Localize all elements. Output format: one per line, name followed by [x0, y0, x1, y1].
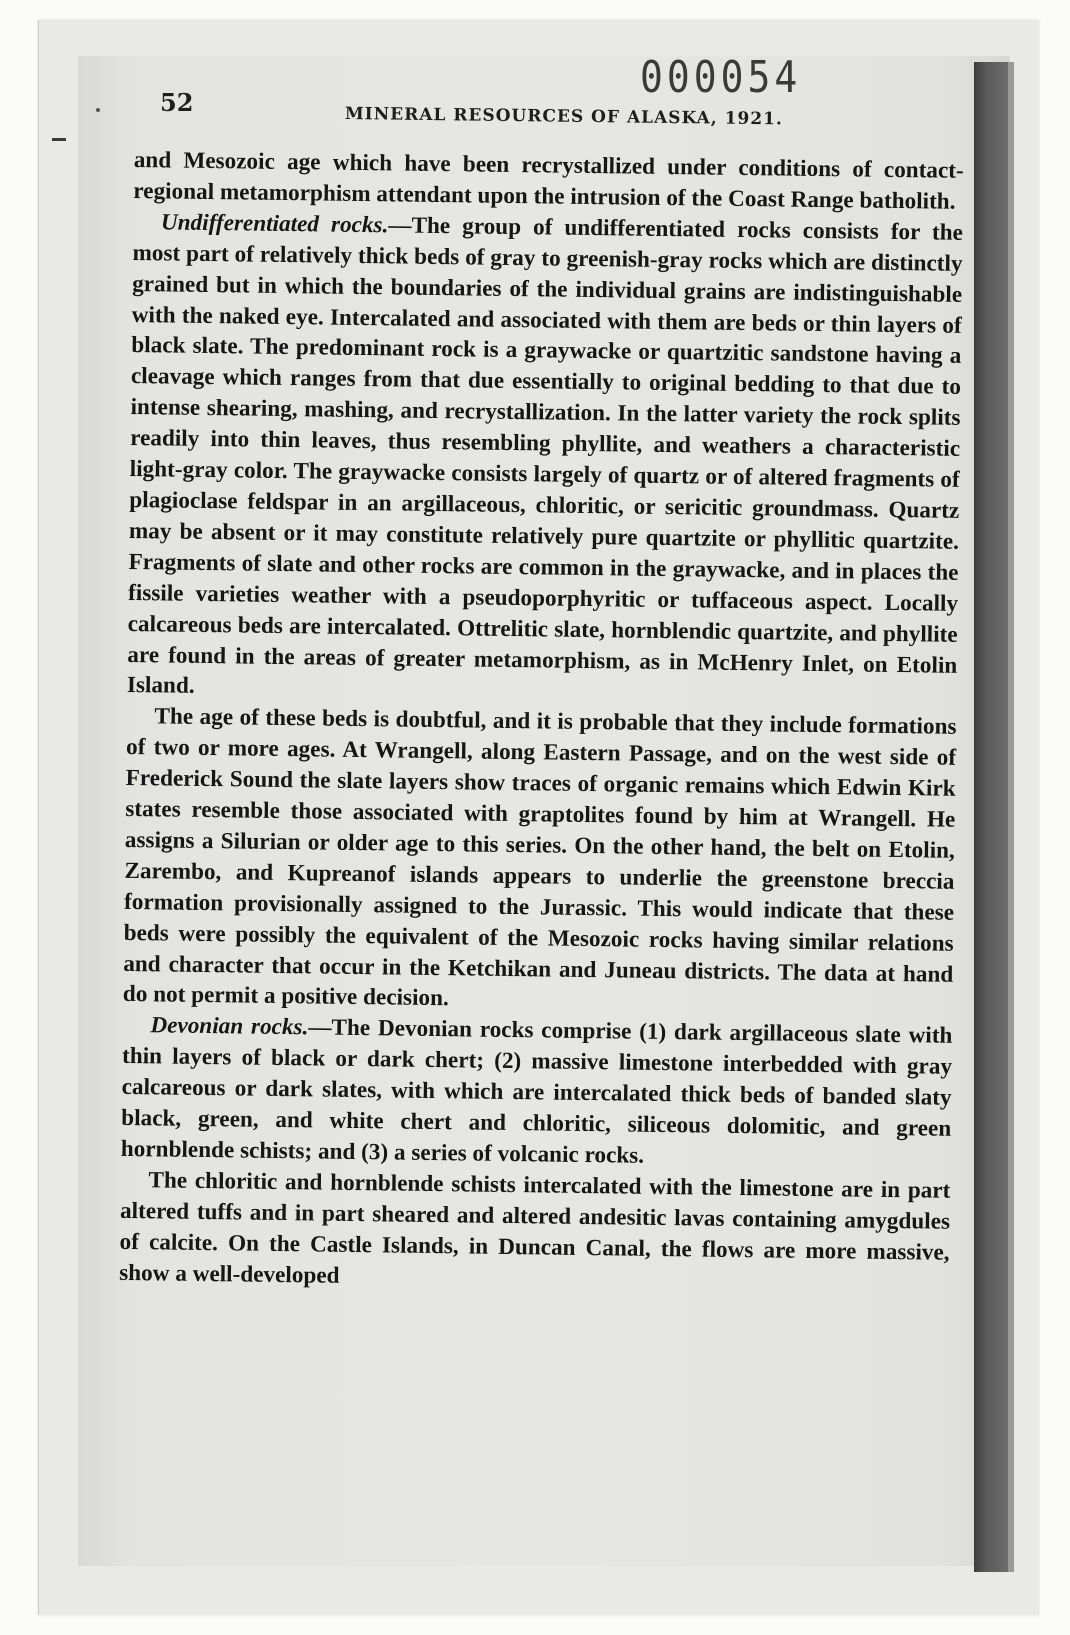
scan-speck	[96, 108, 100, 112]
binding-shadow	[974, 62, 1008, 1572]
section-lead-undifferentiated: Undifferentiated rocks.	[160, 209, 389, 239]
body-text	[119, 145, 964, 1299]
paragraph-age	[123, 701, 957, 1021]
paragraph-devonian-rocks	[121, 1010, 953, 1175]
paragraph-2-text: —The group of undifferentiated rocks consists for the most part of relatively thick beds of gray to greenish-gray rocks which are distinctly grained but in which the boundaries of the individual grains are indistinguishable with the naked eye. Intercalated and associated with them are beds or thin layers of black slate. The predominant rock is a graywacke or quartzitic sandstone having a cleavage which ranges from that due essentially to original bedding to that due to intense shearing, mashing, and recrystallization. In the latter variety the rock splits readily into thin leaves, thus resembling phyllite, and weathers a characteristic light-gray color. The graywacke consists largely of quartz or of altered fragments of plagioclase feldspar in an argillaceous, chloritic, or sericitic groundmass. Quartz may be absent or it may constitute relatively pure quartzite or phyllitic quartzite. Fragments of slate and other rocks are common in the graywacke, and in places the fissile varieties weather with a pseudoporphyritic or tuffaceous aspect. Locally calcareous beds are intercalated. Ottrelitic slate, hornblendic quartzite, and phyllite are found in the areas of greater metamorphism, as in McHenry Inlet, on Etolin Island.	[126, 212, 964, 700]
paragraph-1	[133, 145, 964, 218]
paragraph-1-text: and Mesozoic age which have been recrystallized under conditions of contact-regional metamorphism attendant upon the intrusion of the Coast Range batholith.	[133, 146, 964, 215]
binding-edge	[1008, 62, 1014, 1572]
archive-stamp-number: 000054	[640, 51, 802, 103]
running-title: MINERAL RESOURCES OF ALASKA, 1921.	[344, 104, 783, 130]
paragraph-5-text: The chloritic and hornblende schists intercalated with the limestone are in part altered tuffs and in part sheared and altered andesitic lavas containing amygdules of calcite. On the Castle Islands, in Duncan Canal, the flows are more massive, show a well-developed	[119, 1167, 951, 1289]
paragraph-3-text: The age of these beds is doubtful, and it is probable that they include formations of two or more ages. At Wrangell, along Eastern Passage, and on the west side of Frederick Sound the slate layers show traces of organic remains which Edwin Kirk states resemble those associated with graptolites found by him at Wrangell. He assigns a Silurian or older age to this series. On the other hand, the belt on Etolin, Zarembo, and Kupreanof islands appears to underlie the greenstone breccia formation provisionally assigned to the Jurassic. This would indicate that these beds were possibly the equivalent of the Mesozoic rocks having similar relations and character that occur in the Ketchikan and Juneau districts. The data at hand do not permit a positive decision.	[122, 703, 957, 1012]
margin-mark	[52, 138, 66, 141]
paragraph-schists	[119, 1165, 951, 1299]
page-number: 52	[160, 88, 194, 117]
paragraph-undifferentiated-rocks	[127, 207, 963, 712]
paragraph-4-text: —The Devonian rocks comprise (1) dark argillaceous slate with thin layers of black or dark chert; (2) massive limestone interbedded with gray calcareous or dark slates, with which are intercalated thick beds of banded slaty black, green, and white chert and chloritic, siliceous dolomitic, and green hornblende schists; and (3) a series of volcanic rocks.	[120, 1014, 953, 1169]
section-lead-devonian: Devonian rocks.	[150, 1012, 309, 1041]
